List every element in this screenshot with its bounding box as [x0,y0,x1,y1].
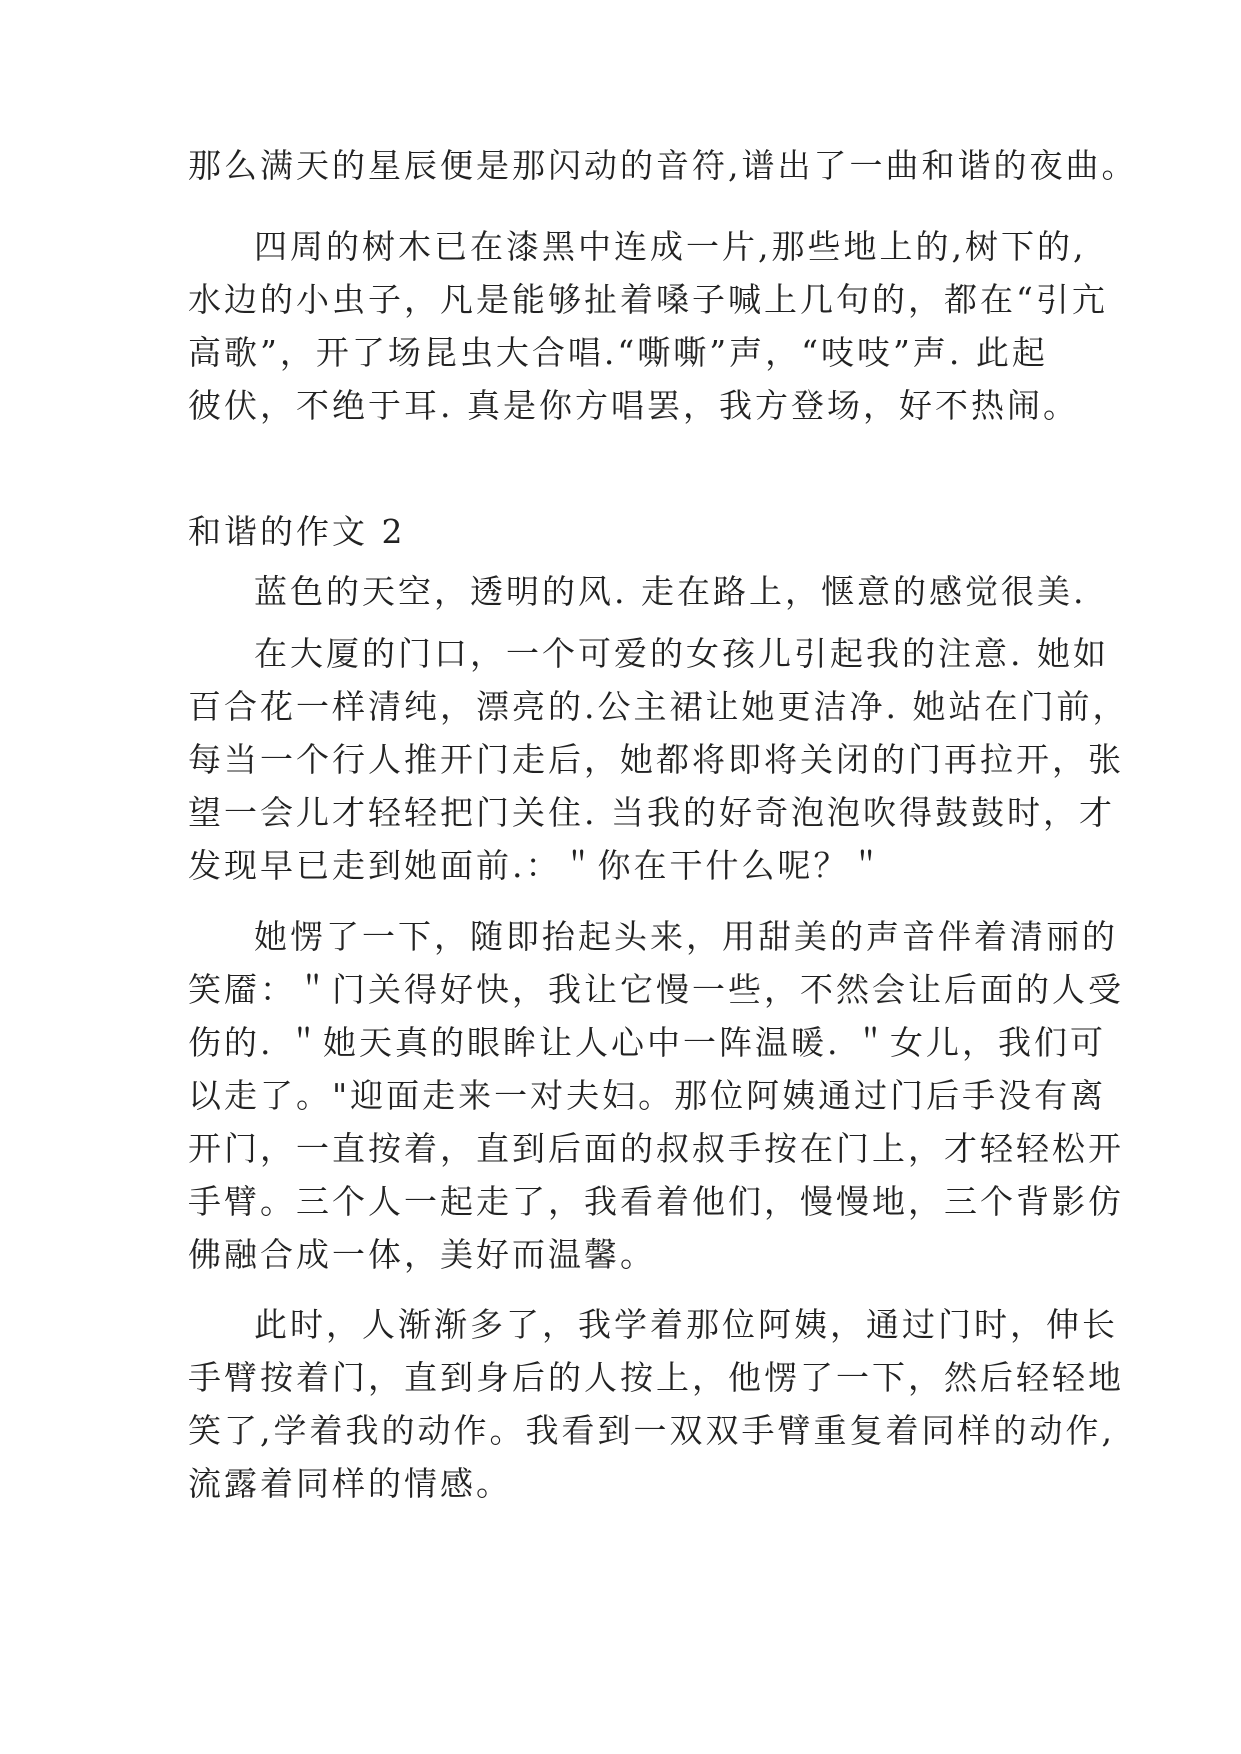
text-line-16: 以走了。"迎面走来一对夫妇。那位阿姨通过门后手没有离 [188,1076,1107,1115]
section-heading: 和谐的作文 2 [188,512,406,551]
text-line-7: 蓝色的天空，透明的风. 走在路上，惬意的感觉很美. [254,572,1087,611]
text-line-8: 在大厦的门口，一个可爱的女孩儿引起我的注意. 她如 [254,634,1109,673]
text-line-18: 手臂。三个人一起走了，我看着他们，慢慢地，三个背影仿 [188,1182,1124,1221]
text-line-22: 笑了,学着我的动作。我看到一双双手臂重复着同样的动作, [188,1411,1115,1450]
text-line-11: 望一会儿才轻轻把门关住. 当我的好奇泡泡吹得鼓鼓时，才 [188,793,1115,832]
text-line-19: 佛融合成一体，美好而温馨。 [188,1235,656,1274]
text-line-23: 流露着同样的情感。 [188,1464,512,1503]
text-line-9: 百合花一样清纯，漂亮的.公主裙让她更洁净. 她站在门前， [188,687,1129,726]
text-line-12: 发现早已走到她面前.：＂你在干什么呢？＂ [188,846,886,885]
text-line-21: 手臂按着门，直到身后的人按上，他愣了一下，然后轻轻地 [188,1358,1124,1397]
text-line-17: 开门，一直按着，直到后面的叔叔手按在门上，才轻轻松开 [188,1129,1124,1168]
text-line-15: 伤的. ＂她天真的眼眸让人心中一阵温暖. ＂女儿，我们可 [188,1023,1106,1062]
text-line-2: 四周的树木已在漆黑中连成一片,那些地上的,树下的, [254,227,1087,266]
text-line-3: 水边的小虫子，凡是能够扯着嗓子喊上几句的，都在“引亢 [188,280,1108,319]
text-line-4: 高歌”，开了场昆虫大合唱.“嘶嘶”声，“吱吱”声. 此起 [188,333,1048,372]
text-line-14: 笑靥：＂门关得好快，我让它慢一些，不然会让后面的人受 [188,970,1124,1009]
text-line-1: 那么满天的星辰便是那闪动的音符,谱出了一曲和谐的夜曲。 [188,146,1138,185]
text-line-13: 她愣了一下，随即抬起头来，用甜美的声音伴着清丽的 [254,917,1118,956]
text-line-20: 此时，人渐渐多了，我学着那位阿姨，通过门时，伸长 [254,1305,1118,1344]
text-line-5: 彼伏，不绝于耳. 真是你方唱罢，我方登场，好不热闹。 [188,386,1079,425]
text-line-10: 每当一个行人推开门走后，她都将即将关闭的门再拉开，张 [188,740,1124,779]
